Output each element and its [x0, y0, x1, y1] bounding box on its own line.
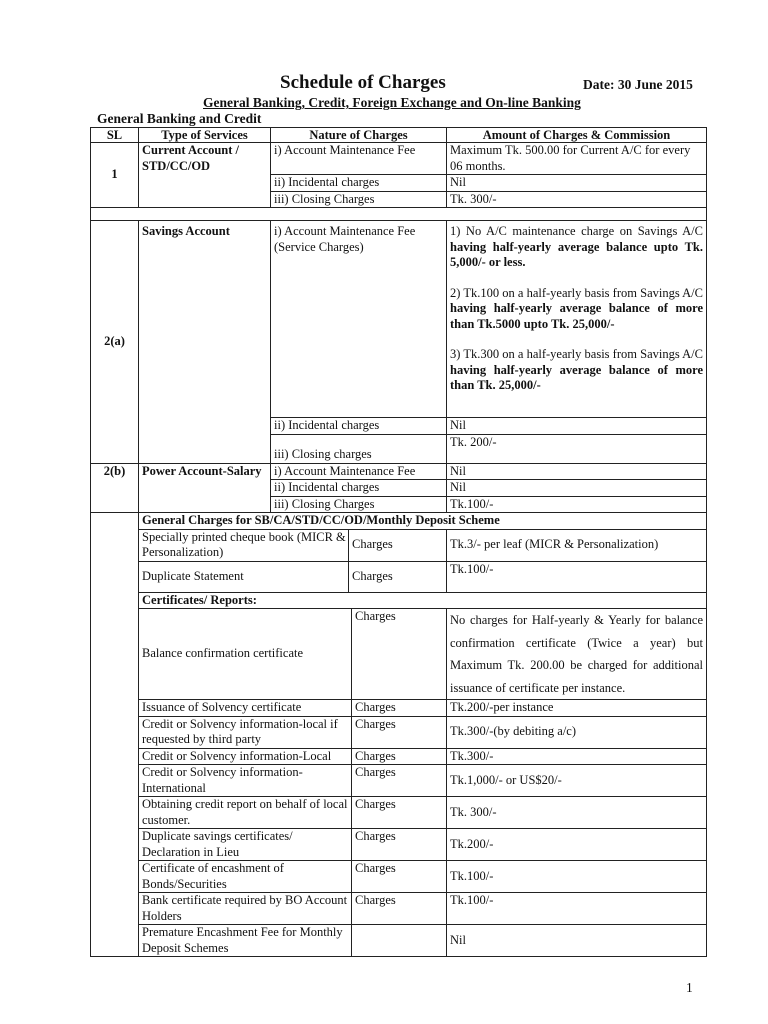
row-nature: ii) Incidental charges: [271, 175, 447, 192]
document-subtitle: General Banking, Credit, Foreign Exchange and On-line Banking: [203, 95, 581, 110]
row-service: Credit or Solvency information-International: [142, 765, 303, 795]
row-service-span: [139, 609, 447, 700]
spacer-row: [91, 208, 707, 221]
table-row: [91, 748, 707, 765]
table-row: [91, 765, 707, 797]
row-service: Issuance of Solvency certificate: [142, 700, 302, 714]
row-service-span: [139, 529, 447, 561]
row-nature: Charges: [351, 861, 446, 892]
row-nature: ii) Incidental charges: [271, 480, 447, 497]
page-title: Schedule of Charges: [280, 72, 446, 93]
row-amount: Tk. 200/-: [447, 434, 707, 463]
row-nature: Charges: [351, 797, 446, 828]
table-row: [91, 797, 707, 829]
table-row: [91, 829, 707, 861]
row-amount: No charges for Half-yearly & Yearly for balance confirmation certificate (Twice a year) but Maximum Tk. 200.00 be charged for additional issuance of certificate per instance.: [447, 609, 707, 700]
table-row: [91, 143, 707, 175]
row-amount: Nil: [447, 175, 707, 192]
row-nature: iii) Closing Charges: [271, 191, 447, 208]
page-number: 1: [686, 980, 693, 995]
tier-2-text: 2) Tk.100 on a half-yearly basis from Savings A/C: [450, 285, 703, 300]
row-nature: i) Account Maintenance Fee: [271, 143, 447, 175]
table-row: [91, 609, 707, 700]
savings-tier-1: [450, 224, 703, 271]
general-charges-heading: General Charges for SB/CA/STD/CC/OD/Monthly Deposit Scheme: [139, 513, 707, 530]
row-amount: Tk. 300/-: [447, 797, 707, 829]
row-service: Duplicate Statement: [142, 568, 244, 583]
charges-table: [90, 127, 707, 957]
sl-empty-cell: [91, 513, 139, 957]
column-header-amount: Amount of Charges & Commission: [447, 128, 707, 143]
row-amount: Tk.300/-(by debiting a/c): [447, 716, 707, 748]
row-amount: Tk.300/-: [447, 748, 707, 765]
row-amount: Nil: [447, 480, 707, 497]
table-row: [91, 221, 707, 418]
tier-1-condition: having half-yearly average balance upto Tk. 5,000/- or less.: [450, 239, 703, 269]
tier-1-text: 1) No A/C maintenance charge on Savings A/C: [450, 224, 703, 238]
row-service: Bank certificate required by BO Account Holders: [142, 893, 348, 923]
row-service-span: [139, 765, 447, 797]
row-nature: Charges: [348, 530, 393, 561]
row-amount: Tk.100/-: [447, 561, 707, 592]
row-amount: Tk.3/- per leaf (MICR & Personalization): [447, 529, 707, 561]
page-date: Date: 30 June 2015: [583, 77, 693, 92]
row-service-span: [139, 925, 447, 957]
row-amount: Tk.200/-: [447, 829, 707, 861]
row-nature: i) Account Maintenance Fee: [271, 463, 447, 480]
row-amount: Tk. 300/-: [447, 191, 707, 208]
row-service: Certificate of encashment of Bonds/Securities: [142, 861, 284, 891]
row-service: Balance confirmation certificate: [142, 646, 304, 661]
row-service-span: [139, 829, 447, 861]
row-nature: Charges: [351, 609, 446, 699]
row-amount: Nil: [447, 463, 707, 480]
tier-2-condition: having half-yearly average balance of more than Tk.5000 upto Tk. 25,000/-: [450, 301, 703, 331]
row-amount: Tk.100/-: [447, 861, 707, 893]
table-row: [91, 561, 707, 592]
row-nature: iii) Closing charges: [271, 434, 447, 463]
row-amount: Nil: [447, 925, 707, 957]
row-service: Credit or Solvency information-Local: [142, 748, 332, 763]
certificates-heading: Certificates/ Reports:: [139, 592, 707, 609]
row-service-span: [139, 700, 447, 717]
row-service: Current Account / STD/CC/OD: [139, 143, 271, 208]
column-header-nature: Nature of Charges: [271, 128, 447, 143]
row-service-span: [139, 748, 447, 765]
row-service: Obtaining credit report on behalf of local customer.: [142, 797, 348, 827]
table-row: [91, 925, 707, 957]
row-amount: Nil: [447, 418, 707, 435]
row-nature: Charges: [351, 700, 446, 716]
row-nature: ii) Incidental charges: [271, 418, 447, 435]
row-service: Savings Account: [139, 221, 271, 464]
savings-tier-2: [450, 286, 703, 333]
row-amount: [447, 221, 707, 418]
table-header-row: [91, 128, 707, 143]
row-amount: Tk.200/-per instance: [447, 700, 707, 717]
row-nature: Charges: [351, 765, 446, 796]
row-service-span: [139, 716, 447, 748]
row-nature: Charges: [351, 717, 446, 748]
row-service: Credit or Solvency information-local if requested by third party: [142, 716, 338, 746]
column-header-type: Type of Services: [139, 128, 271, 143]
row-nature: Charges: [351, 829, 446, 860]
row-service-span: [139, 893, 447, 925]
tier-3-text: 3) Tk.300 on a half-yearly basis from Savings A/C: [450, 347, 703, 361]
row-service: Premature Encashment Fee for Monthly Deposit Schemes: [142, 925, 343, 955]
table-row: [91, 529, 707, 561]
row-service: Specially printed cheque book (MICR & Personalization): [142, 529, 346, 559]
row-serial: 1: [91, 143, 139, 208]
row-nature: iii) Closing Charges: [271, 496, 447, 513]
tier-3-condition: having half-yearly average balance of more than Tk. 25,000/-: [450, 362, 703, 392]
table-row: [91, 463, 707, 480]
row-nature: i) Account Maintenance Fee (Service Charges): [271, 221, 447, 418]
table-row: [91, 513, 707, 530]
row-amount: Tk.100/-: [447, 893, 707, 925]
row-amount: Tk.100/-: [447, 496, 707, 513]
row-service: Duplicate savings certificates/ Declaration in Lieu: [142, 829, 293, 859]
table-row: [91, 893, 707, 925]
row-amount: Tk.1,000/- or US$20/-: [447, 765, 707, 797]
row-amount: Maximum Tk. 500.00 for Current A/C for every 06 months.: [447, 143, 707, 175]
row-serial: 2(b): [91, 463, 139, 513]
column-header-sl: SL: [91, 128, 139, 143]
row-nature: Charges: [351, 893, 446, 924]
row-nature: [351, 925, 446, 956]
table-row: [91, 592, 707, 609]
row-service: Power Account-Salary: [139, 463, 271, 513]
row-service-span: [139, 561, 447, 592]
savings-tier-3: [450, 347, 703, 394]
table-row: [91, 861, 707, 893]
row-nature: Charges: [351, 749, 446, 765]
table-row: [91, 716, 707, 748]
row-service-span: [139, 861, 447, 893]
row-nature: Charges: [348, 562, 393, 592]
row-serial: 2(a): [91, 221, 139, 464]
row-service-span: [139, 797, 447, 829]
section-heading: General Banking and Credit: [97, 111, 262, 126]
table-row: [91, 700, 707, 717]
